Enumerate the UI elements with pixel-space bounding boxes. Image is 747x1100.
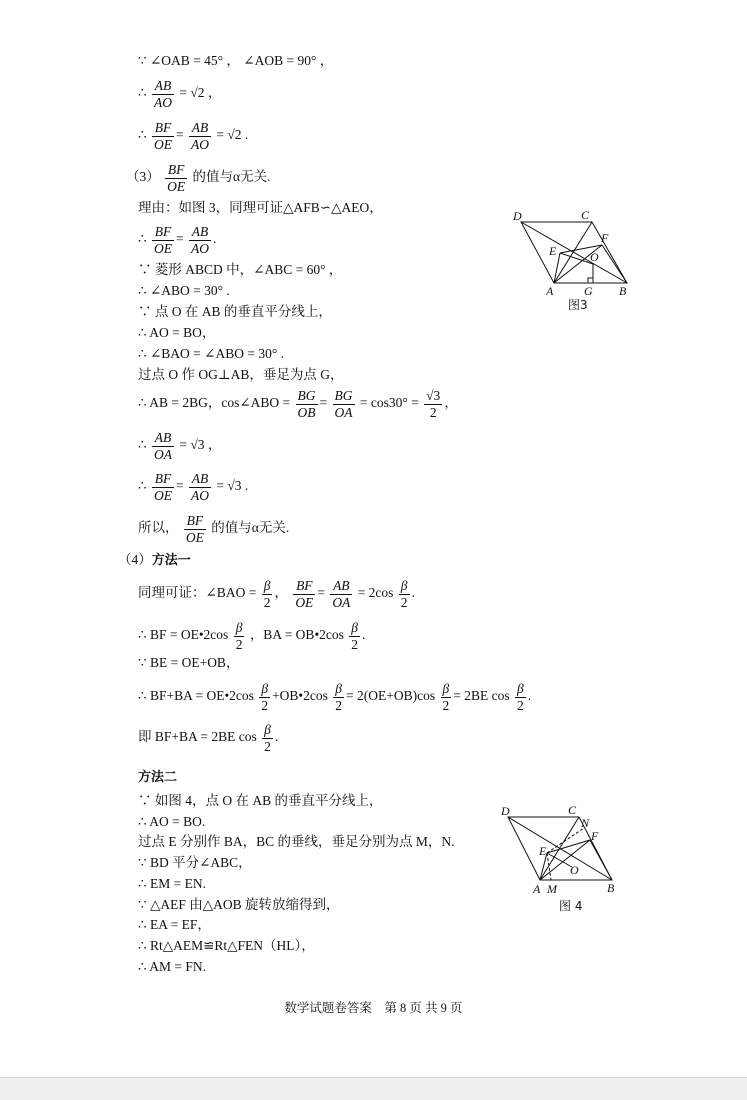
equation-start: 同理可证：∠BAO = — [138, 585, 257, 601]
period: . — [527, 688, 532, 704]
equation-line — [138, 681, 531, 713]
period: . — [411, 585, 415, 601]
fraction: $\frac{√3}{2}$ — [426, 388, 441, 420]
fraction: $\frac{BG}{OA}$ — [334, 388, 353, 420]
statement-text: 的值与α无关. — [192, 169, 271, 185]
label-c: C — [581, 208, 590, 222]
equation-rest: = √2 . — [216, 127, 249, 143]
label-e: E — [539, 844, 547, 858]
equation-line — [138, 722, 278, 754]
fraction: $\frac{\beta}{2}$ — [335, 681, 343, 713]
text-line: ∴ AM = FN. — [138, 959, 206, 974]
text-line: ∴ EA = EF， — [138, 917, 211, 932]
fraction: $\frac{\beta}{2}$ — [263, 578, 271, 610]
fraction: $\frac{BF}{OE}$ — [167, 162, 186, 194]
period: . — [362, 627, 366, 643]
equation-line — [138, 430, 221, 462]
equation-line — [138, 620, 365, 652]
text-line: ∵ ∠OAB = 45° ， ∠AOB = 90° ， — [138, 53, 334, 68]
equation-mid: +OB•2cos — [272, 688, 328, 704]
fraction: $\frac{AB}{OA}$ — [153, 430, 172, 462]
equation-rest: = √2 ， — [179, 85, 222, 101]
conclusion-line — [138, 513, 289, 545]
text-line: ∵ BE = OE+OB， — [138, 655, 240, 670]
equation-mid: = 2(OE+OB)cos — [346, 688, 436, 704]
fraction: $\frac{BF}{OE}$ — [153, 120, 172, 152]
figure-4 — [495, 800, 630, 918]
equation-mid: ，BA = OB•2cos — [249, 627, 344, 643]
fraction: $\frac{\beta}{2}$ — [261, 681, 269, 713]
method-title: 方法一 — [151, 553, 191, 568]
label-n: N — [581, 816, 590, 830]
label-m: M — [547, 882, 557, 896]
viewer-bottom-bar — [0, 1077, 747, 1100]
therefore-symbol: ∴ — [138, 437, 147, 453]
fraction: $\frac{\beta}{2}$ — [264, 722, 271, 754]
text-line: ∴ AO = BO. — [138, 814, 206, 829]
fraction: $\frac{AB}{OA}$ — [332, 578, 351, 610]
fraction: $\frac{AB}{AO}$ — [153, 78, 172, 110]
text-line: ∵ 如图 4，点 O 在 AB 的垂直平分线上， — [138, 793, 383, 808]
fraction: $\frac{\beta}{2}$ — [442, 681, 450, 713]
fraction: $\frac{AB}{AO}$ — [190, 471, 209, 503]
equation-start: ∴ BF = OE•2cos — [138, 627, 229, 643]
fraction: $\frac{BF}{OE}$ — [153, 471, 172, 503]
equation-line: ∴ AB = 2BG，cos∠ABO = $\frac{BG}{OB}$ = $\frac{BG}{OA}$ = cos30° = $\frac{√3}{2}$ ， — [138, 388, 458, 420]
figure-3 — [505, 205, 635, 315]
equation-start: ∴ BF+BA = OE•2cos — [138, 688, 254, 704]
text-line: ∵ 点 O 在 AB 的垂直平分线上， — [138, 304, 332, 319]
text-line: ∴ AO = BO， — [138, 325, 216, 340]
label-a: A — [546, 284, 554, 298]
equation-line: 同理可证：∠BAO = $\frac{\beta}{2}$ ， $\frac{BF}{OE}$ = $\frac{AB}{OA}$ = 2cos $\frac{\beta}{2}$ . — [138, 578, 415, 610]
text-line: 过点 E 分别作 BA，BC 的垂线，垂足分别为点 M，N. — [138, 834, 455, 849]
label-b: B — [619, 284, 627, 298]
fraction: $\frac{BF}{OE}$ — [153, 224, 172, 256]
equation-start: 即 BF+BA = 2BE cos — [138, 729, 257, 745]
text-line: ∴ ∠ABO = 30° . — [138, 283, 230, 298]
figure-3-caption: 图3 — [568, 298, 588, 312]
label-o: O — [590, 250, 599, 264]
label-d: D — [501, 804, 510, 818]
label-c: C — [568, 803, 577, 817]
equation-line: ∴ $\frac{BF}{OE}$ = $\frac{AB}{AO}$ = √3 . — [138, 471, 249, 503]
therefore-symbol: ∴ — [138, 231, 147, 247]
figure-3-lines — [521, 222, 627, 283]
equation-line: ∴ $\frac{BF}{OE}$ = $\frac{AB}{AO}$ . — [138, 224, 217, 256]
text-line: 理由：如图 3，同理可证△AFB∽△AEO， — [138, 200, 383, 215]
equation-mid: = cos30° = — [359, 395, 419, 411]
label-d: D — [513, 209, 522, 223]
text-line: ∴ Rt△AEM≌Rt△FEN（HL）， — [138, 938, 315, 953]
method-2-title: 方法二 — [138, 770, 178, 785]
fraction: $\frac{\beta}{2}$ — [351, 620, 359, 652]
label-b: B — [607, 881, 615, 895]
fraction: $\frac{\beta}{2}$ — [517, 681, 524, 713]
comma: ， — [444, 395, 458, 411]
part-label: （4） — [118, 552, 152, 567]
fraction: $\frac{\beta}{2}$ — [400, 578, 408, 610]
therefore-symbol: ∴ — [138, 478, 147, 494]
text-line: ∵ △AEF 由△AOB 旋转放缩得到， — [138, 897, 340, 912]
period: . — [274, 729, 279, 745]
equation-rest: = √3 . — [216, 478, 249, 494]
text-line: ∵ BD 平分∠ABC， — [138, 855, 252, 870]
label-g: G — [584, 284, 593, 298]
text-line: 过点 O 作 OG⊥AB，垂足为点 G， — [138, 367, 344, 382]
label-f: F — [591, 829, 599, 843]
figure-4-caption: 图 4 — [559, 899, 583, 913]
part-3-heading — [126, 162, 270, 194]
text-line: ∴ ∠BAO = ∠ABO = 30° . — [138, 346, 284, 361]
fraction: $\frac{BG}{OB}$ — [297, 388, 316, 420]
label-e: E — [549, 244, 557, 258]
equation-line — [138, 78, 221, 110]
therefore-symbol: ∴ — [138, 127, 147, 143]
part-label: （3） — [126, 169, 160, 185]
text-line: ∵ 菱形 ABCD 中，∠ABC = 60° ， — [138, 262, 343, 277]
fraction: $\frac{BF}{OE}$ — [185, 513, 204, 545]
fraction: $\frac{\beta}{2}$ — [235, 620, 243, 652]
equation-rest: = √3 ， — [179, 437, 222, 453]
so-text: 所以， — [138, 520, 179, 536]
label-o: O — [570, 863, 579, 877]
equation-mid: = 2cos — [357, 585, 394, 601]
fraction: $\frac{AB}{AO}$ — [190, 224, 209, 256]
comma: ， — [274, 585, 288, 601]
figure-4-lines — [508, 817, 612, 880]
period: . — [212, 231, 217, 247]
therefore-symbol: ∴ — [138, 85, 147, 101]
label-a: A — [533, 882, 541, 896]
statement-text: 的值与α无关. — [211, 520, 290, 536]
equation-start: ∴ AB = 2BG，cos∠ABO = — [138, 395, 291, 411]
equation-mid: = 2BE cos — [453, 688, 510, 704]
fraction: $\frac{AB}{AO}$ — [190, 120, 209, 152]
part-4-heading — [118, 553, 191, 567]
equation-line: ∴ $\frac{BF}{OE}$ = $\frac{AB}{AO}$ = √2 . — [138, 120, 249, 152]
page-footer: 数学试题卷答案 第 8 页 共 9 页 — [284, 1001, 463, 1015]
label-f: F — [601, 231, 609, 245]
fraction: $\frac{BF}{OE}$ — [295, 578, 314, 610]
text-line: ∴ EM = EN. — [138, 876, 206, 891]
